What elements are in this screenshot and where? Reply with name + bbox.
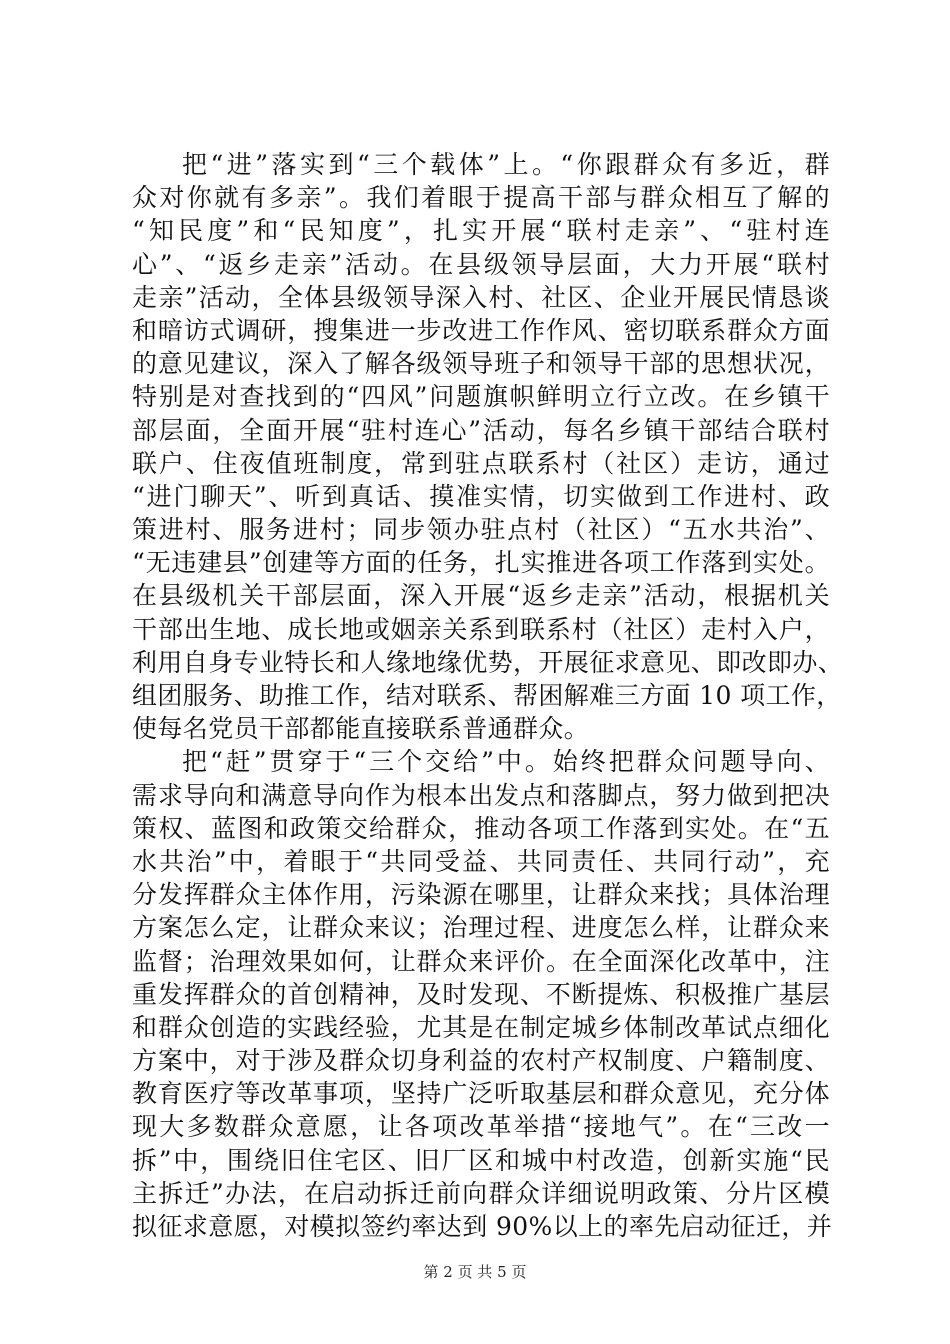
text-line: 走亲”活动，全体县级领导深入村、社区、企业开展民情恳谈 [132, 282, 830, 312]
text-line: 在县级机关干部层面，深入开展“返乡走亲”活动，根据机关 [132, 581, 830, 611]
text-line: 把“进”落实到“三个载体”上。“你跟群众有多近，群 [182, 150, 830, 179]
text-line: “进门聊天”、听到真话、摸准实情，切实做到工作进村、政 [132, 481, 830, 511]
text-line: 分发挥群众主体作用，污染源在哪里，让群众来找；具体治理 [132, 880, 830, 910]
text-line: 策进村、服务进村；同步领办驻点村（社区）“五水共治”、 [132, 515, 830, 545]
text-line: 和群众创造的实践经验，尤其是在制定城乡体制改革试点细化 [132, 1012, 830, 1042]
paragraph [132, 148, 844, 745]
text-line: 和暗访式调研，搜集进一步改进工作作风、密切联系群众方面 [132, 315, 830, 345]
page-number-footer: 第 2 页 共 5 页 [423, 1263, 527, 1281]
text-line: 拆”中，围绕旧住宅区、旧厂区和城中村改造，创新实施“民 [132, 1145, 830, 1175]
text-line: 把“赶”贯穿于“三个交给”中。始终把群众问题导向、 [182, 747, 830, 777]
text-line: 教育医疗等改革事项，坚持广泛听取基层和群众意见，充分体 [132, 1079, 830, 1109]
text-line: 现大多数群众意愿，让各项改革举措“接地气”。在“三改一 [132, 1112, 830, 1142]
text-line: 使每名党员干部都能直接联系普通群众。 [132, 714, 590, 744]
text-line: 特别是对查找到的“四风”问题旗帜鲜明立行立改。在乡镇干 [132, 382, 830, 412]
text-line: 需求导向和满意导向作为根本出发点和落脚点，努力做到把决 [132, 780, 830, 810]
paragraph [132, 745, 833, 1243]
text-line: 方案怎么定，让群众来议；治理过程、进度怎么样，让群众来 [132, 913, 830, 943]
text-line: 重发挥群众的首创精神，及时发现、不断提炼、积极推广基层 [132, 979, 830, 1009]
body-text [132, 148, 844, 1243]
text-line: 监督；治理效果如何，让群众来评价。在全面深化改革中，注 [132, 946, 830, 976]
text-line: 组团服务、助推工作，结对联系、帮困解难三方面 10 项工作， [132, 681, 842, 710]
text-line: 利用自身专业特长和人缘地缘优势，开展征求意见、即改即办、 [132, 647, 844, 677]
text-line: 的意见建议，深入了解各级领导班子和领导干部的思想状况， [132, 349, 830, 379]
text-line: 干部出生地、成长地或姻亲关系到联系村（社区）走村入户， [132, 614, 830, 644]
text-line: “知民度”和“民知度”，扎实开展“联村走亲”、“驻村连 [132, 216, 830, 246]
text-line: 众对你就有多亲”。我们着眼于提高干部与群众相互了解的 [132, 183, 830, 213]
text-line: “无违建县”创建等方面的任务，扎实推进各项工作落到实处。 [132, 548, 830, 578]
text-line: 方案中，对于涉及群众切身利益的农村产权制度、户籍制度、 [132, 1046, 830, 1076]
text-line: 拟征求意愿，对模拟签约率达到 90%以上的率先启动征迁，并 [132, 1212, 833, 1241]
text-line: 主拆迁”办法，在启动拆迁前向群众详细说明政策、分片区模 [132, 1178, 830, 1208]
text-line: 联户、住夜值班制度，常到驻点联系村（社区）走访，通过 [132, 448, 830, 478]
text-line: 水共治”中，着眼于“共同受益、共同责任、共同行动”，充 [132, 846, 830, 876]
text-line: 策权、蓝图和政策交给群众，推动各项工作落到实处。在“五 [132, 813, 830, 843]
text-line: 心”、“返乡走亲”活动。在县级领导层面，大力开展“联村 [132, 249, 830, 279]
text-line: 部层面，全面开展“驻村连心”活动，每名乡镇干部结合联村 [132, 415, 830, 445]
